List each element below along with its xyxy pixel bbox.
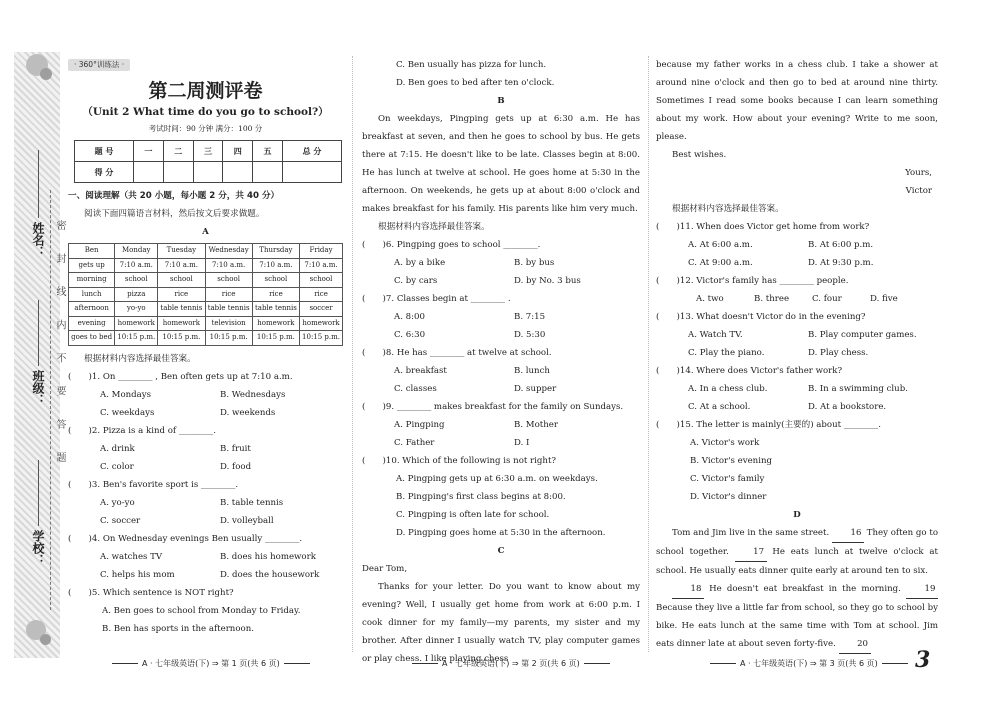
option[interactable]: A. drink	[100, 443, 135, 454]
schedule-cell: table tennis	[205, 302, 252, 317]
option[interactable]: A. two	[696, 294, 724, 304]
option[interactable]: C. helps his mom	[100, 569, 175, 580]
question-stem: ( )6. Pingping goes to school ________.	[362, 240, 541, 250]
option[interactable]: C. Ben usually has pizza for lunch.	[396, 60, 547, 70]
passage-text: He eats lunch at twelve o'clock at school. He usually eats dinner quite early at around ten to six.	[656, 547, 938, 576]
option[interactable]: B. Pingping's first class begins at 8:00.	[396, 492, 566, 502]
passage-text: Because they live a little far from school, so they go to school by bike. He eats lunch at the same time with Tom at school. Jim eats dinner late at about seven forty-five.	[656, 603, 938, 649]
question-stem: ( )4. On Wednesday evenings Ben usually ________.	[68, 533, 303, 544]
schedule-cell: television	[205, 316, 252, 331]
schedule-cell: 7:10 a.m.	[158, 258, 205, 273]
options-row	[68, 404, 343, 422]
name-line	[38, 150, 39, 218]
column-2	[362, 56, 640, 668]
option[interactable]: A. Pingping gets up at 6:30 a.m. on weekdays.	[396, 474, 598, 484]
options-row	[68, 566, 343, 584]
option[interactable]: A. Mondays	[100, 389, 152, 400]
options-row	[362, 326, 640, 344]
option[interactable]: D. At 9:30 p.m.	[808, 258, 874, 268]
option[interactable]: A. Pingping	[394, 420, 445, 430]
option[interactable]: A. breakfast	[394, 366, 447, 376]
schedule-cell: 7:10 a.m.	[300, 258, 343, 273]
options-row	[656, 290, 938, 308]
option[interactable]: C. Victor's family	[690, 474, 765, 484]
option[interactable]: A. 8:00	[394, 312, 425, 322]
option[interactable]: D. At a bookstore.	[808, 402, 887, 412]
option[interactable]: B. does his homework	[220, 551, 316, 562]
class-line	[38, 300, 39, 366]
exam-info: 考试时间：90 分钟 满分：100 分	[148, 124, 263, 133]
options-row	[68, 440, 343, 458]
schedule-cell: homework	[300, 316, 343, 331]
option[interactable]: D. Pingping goes home at 5:30 in the afternoon.	[396, 528, 606, 538]
schedule-cell: school	[205, 273, 252, 288]
letter-closing: Best wishes.	[672, 150, 727, 160]
options-row	[68, 458, 343, 476]
table-row	[69, 258, 343, 273]
question-stem: ( )5. Which sentence is NOT right?	[68, 587, 234, 598]
question-stem: ( )11. When does Victor get home from work?	[656, 222, 870, 232]
score-header: 二	[163, 141, 193, 162]
schedule-cell: 10:15 p.m.	[300, 331, 343, 346]
brand-badge: · 360°训练法 ·	[68, 59, 130, 71]
schedule-cell: homework	[115, 316, 158, 331]
schedule-cell: 7:10 a.m.	[252, 258, 299, 273]
score-cell[interactable]	[253, 162, 283, 183]
question-stem: ( )12. Victor's family has ________ people.	[656, 276, 849, 286]
passage-a-label: A	[202, 227, 209, 237]
passage-text: They often go to school together.	[656, 528, 939, 557]
question-stem: ( )15. The letter is mainly(主要的) about ________.	[656, 420, 881, 430]
schedule-cell: table tennis	[252, 302, 299, 317]
option[interactable]: A. by a bike	[394, 258, 446, 268]
schedule-header: Ben	[69, 244, 115, 259]
score-header: 题 号	[75, 141, 134, 162]
schedule-cell: rice	[300, 287, 343, 302]
seal-line	[50, 190, 51, 610]
question-stem: ( )10. Which of the following is not right?	[362, 456, 557, 466]
schedule-cell: pizza	[115, 287, 158, 302]
option[interactable]: D. Ben goes to bed after ten o'clock.	[396, 78, 555, 88]
schedule-cell: 10:15 p.m.	[205, 331, 252, 346]
schedule-header: Wednesday	[205, 244, 252, 259]
section-instruction: 阅读下面四篇语言材料，然后按文后要求做题。	[84, 209, 265, 219]
letter-greeting: Dear Tom,	[362, 564, 408, 574]
schedule-cell: yo-yo	[115, 302, 158, 317]
schedule-cell: evening	[69, 316, 115, 331]
schedule-cell: school	[252, 273, 299, 288]
letter-signature: Victor	[905, 186, 932, 196]
option[interactable]: D. supper	[514, 384, 557, 394]
schedule-cell: homework	[252, 316, 299, 331]
table-row	[69, 331, 343, 346]
option[interactable]: B. table tennis	[220, 497, 284, 508]
option[interactable]: D. Victor's dinner	[690, 492, 767, 502]
passage-b-label: B	[497, 96, 505, 106]
schedule-cell: 10:15 p.m.	[158, 331, 205, 346]
schedule-cell: 7:10 a.m.	[205, 258, 252, 273]
score-cell[interactable]	[163, 162, 193, 183]
question-stem: ( )8. He has ________ at twelve at school.	[362, 348, 552, 358]
options-row	[656, 344, 938, 362]
letter-body: Thanks for your letter. Do you want to know about my evening? Well, I usually get home from work at 6:00 p.m. I cook dinner for my family—my parents, my sister and my brother. After dinner I usually watch TV, play computer games or play chess. I like playing chess	[362, 582, 640, 664]
schedule-cell: rice	[205, 287, 252, 302]
schedule-cell: homework	[158, 316, 205, 331]
blank-16[interactable]: 16	[832, 524, 864, 543]
options-row	[362, 434, 640, 452]
footer-text: A · 七年级英语(下) ⇒ 第 2 页(共 6 页)	[442, 659, 580, 668]
schedule-cell: afternoon	[69, 302, 115, 317]
table-row	[69, 273, 343, 288]
question-stem: ( )9. ________ makes breakfast for the family on Sundays.	[362, 402, 624, 412]
options-row	[68, 548, 343, 566]
option[interactable]: C. 6:30	[394, 330, 426, 340]
score-cell[interactable]	[223, 162, 253, 183]
option[interactable]: D. volleyball	[220, 515, 274, 526]
question-instruction: 根据材料内容选择最佳答案。	[378, 222, 490, 232]
option[interactable]: A. In a chess club.	[688, 384, 768, 394]
option[interactable]: B. Wednesdays	[220, 389, 286, 400]
question-stem: ( )3. Ben's favorite sport is ________.	[68, 479, 239, 490]
school-label: 学校：	[31, 530, 45, 566]
column-3	[656, 56, 938, 654]
score-table	[74, 140, 342, 183]
schedule-cell: soccer	[300, 302, 343, 317]
page-subtitle: （Unit 2 What time do you go to school?）	[82, 106, 329, 118]
passage-text: He doesn't eat breakfast in the morning.	[709, 584, 901, 594]
option[interactable]: A. watches TV	[100, 551, 163, 562]
options-row	[362, 254, 640, 272]
page-title: 第二周测评卷	[148, 80, 263, 102]
schedule-cell: 10:15 p.m.	[115, 331, 158, 346]
options-row	[362, 380, 640, 398]
passage-b-text: On weekdays, Pingping gets up at 6:30 a.m. He has breakfast at seven, and then he goes to school by bus. He gets there at 7:15. He doesn't like to be late. Classes begin at 8:00. He has lunch at twelve at school. He goes home at 5:30 in the afternoon. On weekends, he gets up at about 8:00 o'clock and makes breakfast for his family. His parents like him very much.	[362, 114, 640, 214]
option[interactable]: B. In a swimming club.	[808, 384, 908, 394]
options-row	[656, 236, 938, 254]
schedule-cell: goes to bed	[69, 331, 115, 346]
class-label: 班级：	[31, 370, 45, 406]
option[interactable]: C. Father	[394, 438, 435, 448]
option[interactable]: D. five	[870, 294, 898, 304]
option[interactable]: B. Mother	[514, 420, 558, 430]
table-row	[69, 302, 343, 317]
question-stem: ( )13. What doesn't Victor do in the evening?	[656, 312, 866, 322]
option[interactable]: A. yo-yo	[100, 497, 135, 508]
schedule-cell: school	[158, 273, 205, 288]
options-row	[656, 380, 938, 398]
passage-d-p1	[656, 524, 938, 580]
schedule-cell: school	[115, 273, 158, 288]
blank-17[interactable]: 17	[735, 543, 767, 562]
page-footer	[108, 658, 314, 669]
option[interactable]: A. Victor's work	[690, 438, 760, 448]
column-1	[68, 56, 343, 638]
options-row	[68, 494, 343, 512]
option[interactable]: B. 7:15	[514, 312, 546, 322]
score-header: 五	[253, 141, 283, 162]
blank-19[interactable]: 19	[906, 580, 938, 599]
option[interactable]: B. by bus	[514, 258, 555, 268]
table-row	[69, 316, 343, 331]
option[interactable]: A. At 6:00 a.m.	[688, 240, 753, 250]
option[interactable]: C. Pingping is often late for school.	[396, 510, 550, 520]
decor-circle	[40, 634, 51, 645]
letter-yours: Yours,	[905, 168, 932, 178]
option[interactable]: C. soccer	[100, 515, 141, 526]
schedule-header: Tuesday	[158, 244, 205, 259]
page-footer	[408, 658, 614, 669]
score-cell[interactable]	[193, 162, 223, 183]
schedule-cell: 7:10 a.m.	[115, 258, 158, 273]
option[interactable]: D. does the housework	[220, 569, 320, 580]
decor-circle	[40, 68, 52, 80]
option[interactable]: B. Ben has sports in the afternoon.	[102, 623, 254, 634]
score-cell[interactable]	[282, 162, 341, 183]
schedule-cell: gets up	[69, 258, 115, 273]
option[interactable]: D. I	[514, 438, 530, 448]
schedule-cell: 10:15 p.m.	[252, 331, 299, 346]
schedule-cell: table tennis	[158, 302, 205, 317]
option[interactable]: B. lunch	[514, 366, 550, 376]
letter-body-cont: because my father works in a chess club. I take a shower at around nine o'clock and then go to bed at around nine thirty. Sometimes I read some books because I can learn something about my work. How about your evening? Write to me soon, please.	[656, 60, 938, 142]
option[interactable]: D. food	[220, 461, 252, 472]
footer-text: A · 七年级英语(下) ⇒ 第 3 页(共 6 页)	[740, 659, 878, 668]
option[interactable]: A. Ben goes to school from Monday to Friday.	[102, 605, 301, 616]
schedule-header: Friday	[300, 244, 343, 259]
options-row	[656, 398, 938, 416]
schedule-header: Monday	[115, 244, 158, 259]
question-stem: ( )2. Pizza is a kind of ________.	[68, 425, 216, 436]
option[interactable]: A. Watch TV.	[688, 330, 743, 340]
score-header: 总 分	[282, 141, 341, 162]
question-stem: ( )1. On ________ , Ben often gets up at 7:10 a.m.	[68, 371, 293, 382]
options-row	[362, 308, 640, 326]
option[interactable]: D. by No. 3 bus	[514, 276, 581, 286]
options-row	[656, 254, 938, 272]
option[interactable]: B. Play computer games.	[808, 330, 917, 340]
option[interactable]: C. At 9:00 a.m.	[688, 258, 753, 268]
options-row	[656, 326, 938, 344]
score-row-label: 得 分	[75, 162, 134, 183]
schedule-cell: rice	[252, 287, 299, 302]
schedule-cell: rice	[158, 287, 205, 302]
options-row	[68, 512, 343, 530]
passage-c-label: C	[497, 546, 505, 556]
option[interactable]: D. weekends	[220, 407, 276, 418]
option[interactable]: D. 5:30	[514, 330, 546, 340]
passage-d-label: D	[793, 510, 801, 520]
footer-text: A · 七年级英语(下) ⇒ 第 1 页(共 6 页)	[142, 659, 280, 668]
option[interactable]: C. At a school.	[688, 402, 751, 412]
options-row	[362, 362, 640, 380]
schedule-cell: morning	[69, 273, 115, 288]
schedule-header: Thursday	[252, 244, 299, 259]
section-title: 一、阅读理解（共 20 小题，每小题 2 分，共 40 分）	[68, 191, 280, 201]
option[interactable]: B. Victor's evening	[690, 456, 772, 466]
schedule-table	[68, 243, 343, 346]
option[interactable]: C. Play the piano.	[688, 348, 765, 358]
page-footer	[706, 658, 912, 669]
school-line	[38, 460, 39, 526]
options-row	[362, 416, 640, 434]
option[interactable]: D. Play chess.	[808, 348, 869, 358]
score-header: 一	[134, 141, 164, 162]
score-header: 四	[223, 141, 253, 162]
option[interactable]: C. four	[812, 294, 842, 304]
passage-d-p2	[656, 580, 938, 654]
schedule-cell: school	[300, 273, 343, 288]
option[interactable]: B. three	[754, 294, 790, 304]
name-label: 姓名：	[31, 222, 45, 258]
option[interactable]: B. At 6:00 p.m.	[808, 240, 874, 250]
question-instruction: 根据材料内容选择最佳答案。	[84, 353, 196, 364]
column-divider	[352, 56, 353, 652]
blank-20[interactable]: 20	[839, 635, 871, 654]
option[interactable]: C. by cars	[394, 276, 438, 286]
option[interactable]: B. fruit	[220, 443, 251, 454]
page-number: 3	[915, 647, 931, 673]
blank-18[interactable]: 18	[672, 580, 704, 599]
option[interactable]: C. weekdays	[100, 407, 155, 418]
options-row	[68, 386, 343, 404]
schedule-cell: lunch	[69, 287, 115, 302]
question-stem: ( )7. Classes begin at ________ .	[362, 294, 511, 304]
score-header: 三	[193, 141, 223, 162]
seal-text: 密 封 线 内 不 要 答 题	[54, 220, 65, 473]
passage-text: Tom and Jim live in the same street.	[672, 528, 830, 538]
question-stem: ( )14. Where does Victor's father work?	[656, 366, 843, 376]
question-instruction: 根据材料内容选择最佳答案。	[672, 204, 784, 214]
table-row	[69, 287, 343, 302]
column-divider	[648, 56, 649, 652]
option[interactable]: C. classes	[394, 384, 437, 394]
option[interactable]: C. color	[100, 461, 134, 472]
score-cell[interactable]	[134, 162, 164, 183]
options-row	[362, 272, 640, 290]
